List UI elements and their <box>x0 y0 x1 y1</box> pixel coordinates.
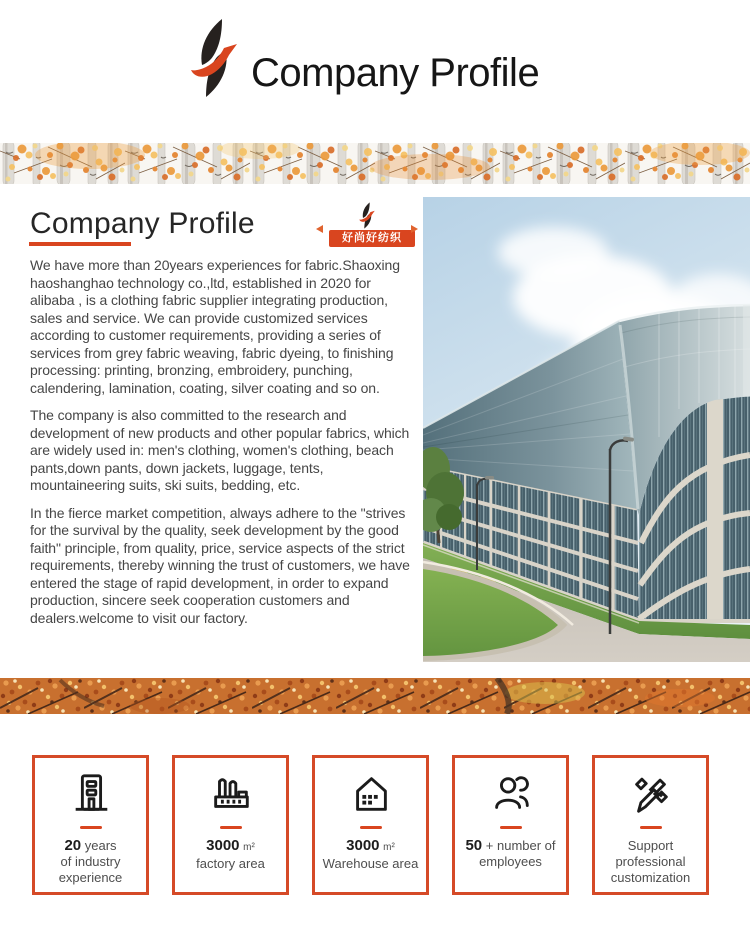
stats-cards-row <box>32 755 709 895</box>
paragraph: In the fierce market competition, always adhere to the "strives for the survival by the quality, seek development by the good faith" principle, from quality, price, service aspects of the strict requirements, thereby winning the trust of customers, we have entered the stage of rapid development, in order to expand production, sincere seek cooperation customers and dealers.welcome to visit our factory. <box>30 504 410 626</box>
page-title: Company Profile <box>251 51 540 95</box>
card-divider <box>80 826 102 829</box>
factory-building-photo <box>423 197 750 662</box>
office-building-icon <box>68 770 114 818</box>
stat-card-warehouse-area <box>312 755 429 895</box>
section-heading: Company Profile <box>30 207 255 240</box>
card-label: 50 + number of employees <box>465 837 556 869</box>
card-divider <box>640 826 662 829</box>
brand-name-badge: 好尚好纺织 <box>329 230 415 247</box>
customization-icon <box>628 770 674 818</box>
warehouse-icon <box>348 770 394 818</box>
factory-icon <box>208 770 254 818</box>
card-label: 20 years of industry experience <box>58 837 123 885</box>
stat-card-customization <box>592 755 709 895</box>
card-divider <box>360 826 382 829</box>
heading-underline <box>29 242 131 246</box>
card-divider <box>500 826 522 829</box>
flame-logo-icon <box>186 17 242 99</box>
card-label: 3000 m² Warehouse area <box>322 837 419 871</box>
stat-card-factory-area <box>172 755 289 895</box>
card-label: Support professional customization <box>610 838 691 885</box>
paragraph: The company is also committed to the research and development of new products and other popular fabrics, which are widely used in: men's clothing, women's clothing, beach pants,down pants, down jackets, luggage, tents, mountaineering suits, ski suits, bedding, etc. <box>30 407 410 493</box>
brand-badge <box>314 202 416 250</box>
card-label: 3000 m² factory area <box>196 837 265 871</box>
stat-card-experience <box>32 755 149 895</box>
arrow-left-icon <box>316 225 323 233</box>
stat-card-employees <box>452 755 569 895</box>
birch-forest-banner-image <box>0 143 750 184</box>
flame-logo-icon <box>357 202 377 229</box>
arrow-right-icon <box>411 225 418 233</box>
paragraph: We have more than 20years experiences for fabric.Shaoxing haoshanghao technology co.,ltd, established in 2020 for alibaba , is a clothing fabric supplier integrating production, sales and service. We can provide customized services according to customer requirements, providing a series of services from grey fabric weaving, fabric dyeing, to finishing processing: printing, bronzing, embroidery, punching, calendering, lamination, coating, silver coating and so on. <box>30 257 400 396</box>
people-icon <box>488 770 534 818</box>
card-divider <box>220 826 242 829</box>
autumn-leaves-banner-image <box>0 678 750 714</box>
company-description <box>30 257 419 637</box>
